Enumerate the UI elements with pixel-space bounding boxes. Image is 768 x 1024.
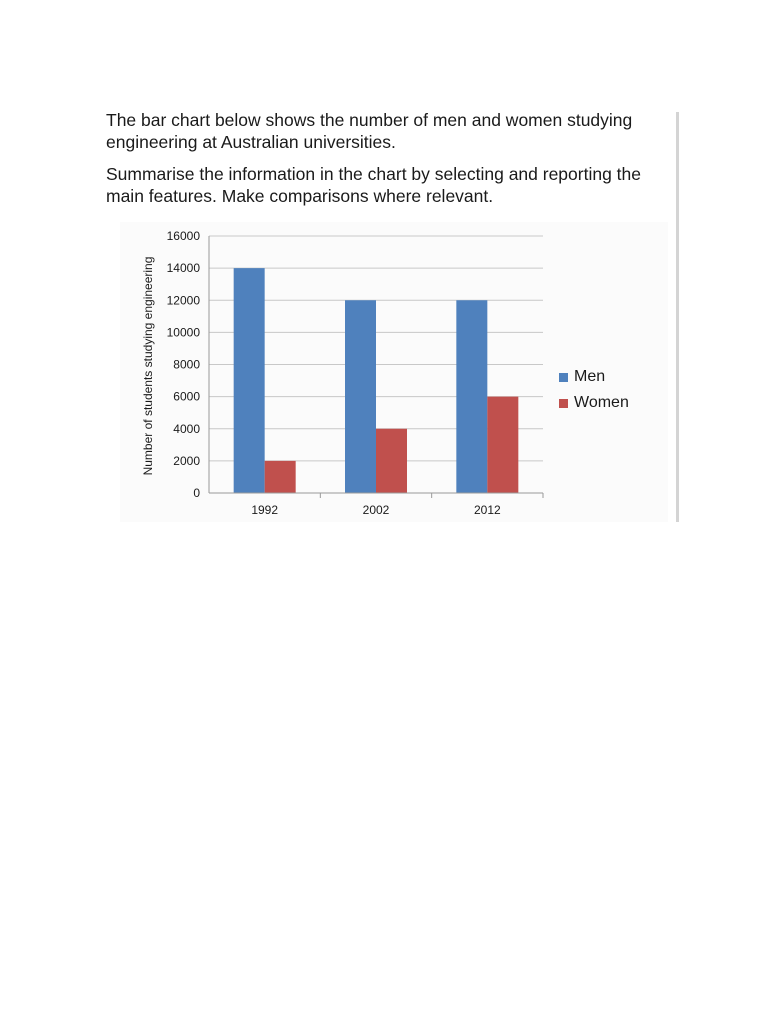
bar-women-2012	[487, 397, 518, 493]
legend	[559, 364, 629, 416]
task-paragraph-2	[106, 163, 666, 207]
legend-label-men: Men	[574, 368, 606, 385]
y-tick-label: 16000	[166, 229, 200, 243]
x-tick-label: 2012	[473, 503, 501, 517]
legend-swatch-women	[559, 399, 568, 408]
y-tick-label: 6000	[173, 389, 200, 404]
task-line-1: The bar chart below shows the number of men and women studying	[106, 110, 633, 130]
bar-women-2002	[376, 429, 407, 493]
y-tick-label: 14000	[166, 261, 200, 276]
task-paragraph-1	[106, 109, 666, 153]
y-axis-title: Number of students studying engineering	[141, 256, 155, 476]
legend-item-women	[559, 390, 629, 416]
bars	[234, 268, 519, 493]
bar-men-2012	[456, 300, 487, 493]
y-tick-label: 2000	[173, 453, 200, 468]
page-divider	[676, 112, 679, 522]
bar-men-1992	[234, 268, 265, 493]
y-tick-label: 4000	[173, 421, 200, 436]
bar-women-1992	[265, 461, 296, 493]
y-tick-label: 8000	[173, 357, 200, 372]
task-line-4: main features. Make comparisons where relevant.	[106, 186, 494, 206]
task-prompt	[106, 109, 666, 207]
task-line-3: Summarise the information in the chart by selecting and reporting the	[106, 164, 642, 184]
task-line-2: engineering at Australian universities.	[106, 132, 396, 152]
y-tick-label: 0	[193, 486, 200, 500]
y-tick-label: 12000	[166, 293, 200, 308]
legend-swatch-men	[559, 373, 568, 382]
legend-label-women: Women	[574, 394, 629, 411]
legend-item-men	[559, 364, 629, 390]
x-tick-label: 2002	[362, 503, 390, 517]
bar-men-2002	[345, 300, 376, 493]
y-tick-label: 10000	[166, 325, 200, 340]
x-tick-label: 1992	[251, 503, 279, 517]
